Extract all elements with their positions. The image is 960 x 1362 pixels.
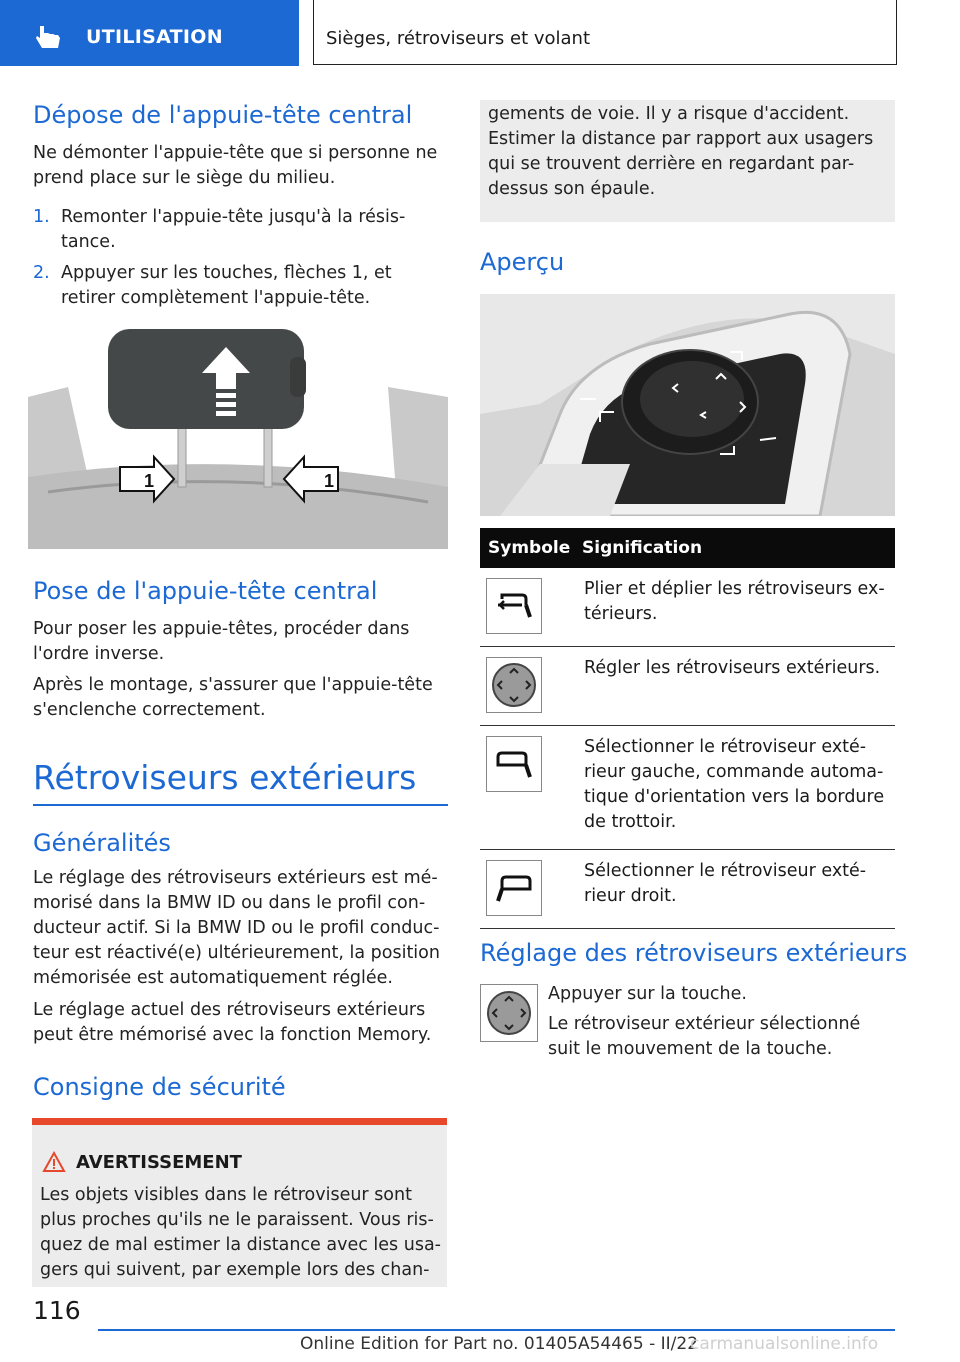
section-tab[interactable] [0,0,299,66]
reglage-p1: Appuyer sur la touche. [548,984,747,1004]
headrest-figure [28,327,448,549]
section-label: UTILISATION [86,26,223,48]
edition-note: Online Edition for Part no. 01405A54465 - II/22 [300,1334,699,1354]
right-mirror-icon [486,860,542,916]
direction-pad-icon [486,657,542,713]
generalites-p1: Le réglage des rétroviseurs extérieurs est mé-morisé dans la BMW ID ou dans le profil con-ducteur actif. Si la BMW ID ou le profil conduc-teur est réactivé(e) ultérieurement, la position mémorisée est automatiquement réglée. [33,868,440,988]
callout-label-left: 1 [144,471,155,491]
table-row [480,850,895,929]
row-text: Régler les rétroviseurs extérieurs. [574,647,895,726]
depose-title: Dépose de l'appuie-tête central [33,101,413,129]
row-text: Sélectionner le rétroviseur exté-rieur gauche, commande automa-tique d'orientation vers la bordure de trottoir. [574,726,895,850]
reglage-p2: Le rétroviseur extérieur sélectionné suit le mouvement de la touche. [548,1014,861,1059]
row-text: Plier et déplier les rétroviseurs ex-térieurs. [574,568,895,647]
chapter-header [313,0,897,65]
warning-box-continued [480,100,895,222]
generalites-title: Généralités [33,829,171,857]
depose-intro: Ne démonter l'appuie-tête que si personne ne prend place sur le siège du milieu. [33,143,438,188]
reglage-title: Réglage des rétroviseurs extérieurs [480,939,908,967]
warning-triangle-icon [42,1151,66,1177]
table-row [480,726,895,850]
col-symbol-header: Symbole [480,528,574,568]
direction-pad-icon [480,984,538,1042]
warning-text: Les objets visibles dans le rétroviseur sont plus proches qu'ils ne le paraissent. Vous ris-quez de mal estimer la distance avec les usa-gers qui suivent, par exemple lors des chan- [40,1185,441,1280]
depose-step-2 [33,261,448,311]
callout-label-right: 1 [324,471,335,491]
step-number: 1. [33,207,50,227]
pose-p1: Pour poser les appuie-têtes, procéder dans l'ordre inverse. [33,619,410,664]
retro-title: Rétroviseurs extérieurs [33,758,417,797]
row-text: Sélectionner le rétroviseur exté-rieur droit. [574,850,895,929]
generalites-p2: Le réglage actuel des rétroviseurs extérieurs peut être mémorisé avec la fonction Memory. [33,1000,432,1045]
warning-label: AVERTISSEMENT [76,1152,242,1173]
table-header-row [480,528,895,568]
col-meaning-header: Signification [574,528,895,568]
fold-mirror-icon [486,578,542,634]
hand-pointer-icon [36,24,66,54]
warning-text-continued: gements de voie. Il y a risque d'accident. Estimer la distance par rapport aux usagers qui se trouvent derrière en regardant par-dessus son épaule. [488,104,874,199]
step-text: Remonter l'appuie-tête jusqu'à la résis-tance. [61,207,406,252]
warning-box [32,1118,447,1287]
table-row [480,568,895,647]
step-number: 2. [33,263,50,283]
title-rule [33,804,448,806]
chapter-title: Sièges, rétroviseurs et volant [326,28,591,49]
watermark: carmanualsonline.info [690,1334,879,1354]
step-text: Appuyer sur les touches, flèches 1, et retirer complètement l'appuie-tête. [61,263,392,308]
symbols-table [480,528,895,929]
table-row [480,647,895,726]
pose-title: Pose de l'appuie-tête central [33,577,378,605]
page-number: 116 [33,1296,81,1325]
pose-p2: Après le montage, s'assurer que l'appuie-tête s'enclenche correctement. [33,675,433,720]
mirror-control-figure [480,294,895,516]
consigne-title: Consigne de sécurité [33,1073,286,1101]
apercu-title: Aperçu [480,248,565,276]
depose-step-1 [33,205,448,255]
left-mirror-icon [486,736,542,792]
footer-rule [98,1329,895,1331]
